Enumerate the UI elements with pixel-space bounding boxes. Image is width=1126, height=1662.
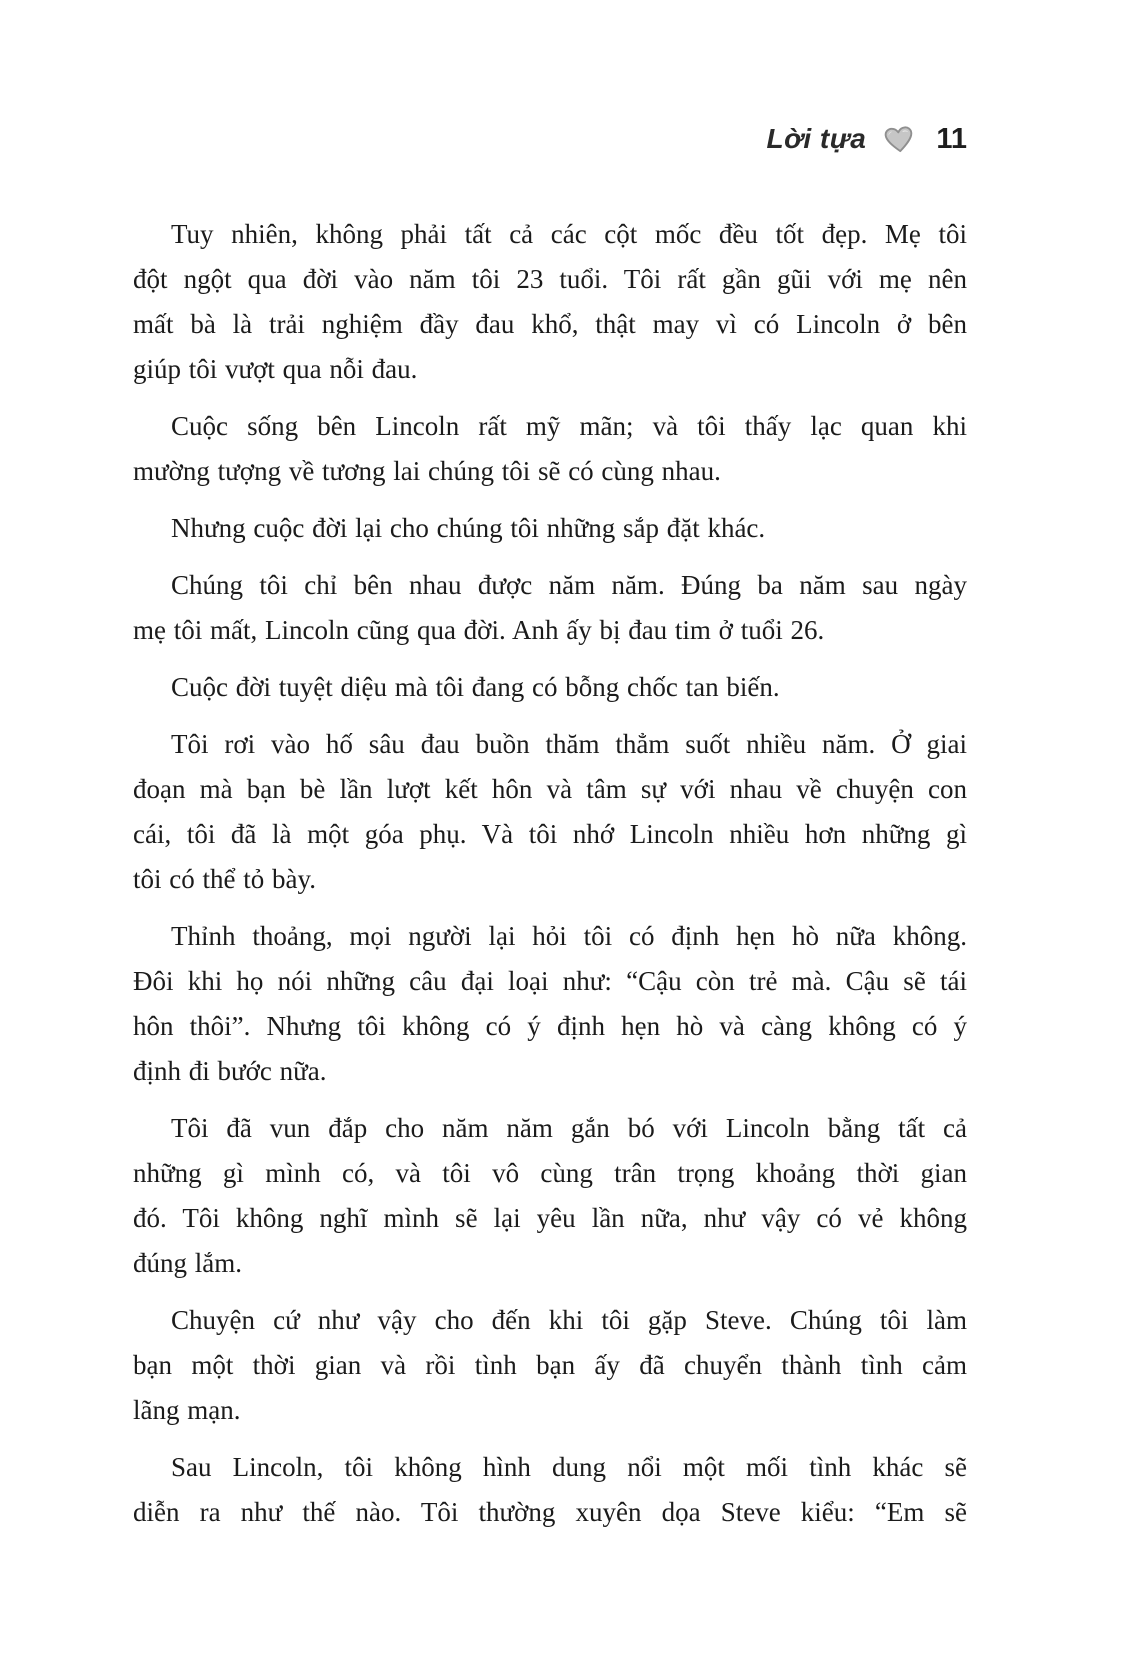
text-line: giúp tôi vượt qua nỗi đau. [133,354,418,384]
text-line: mất bà là trải nghiệm đầy đau khổ, thật may vì có Lincoln ở bên [133,309,967,339]
text-line: đó. Tôi không nghĩ mình sẽ lại yêu lần nữa, như vậy có vẻ không [133,1203,967,1233]
text-line: Cuộc đời tuyệt diệu mà tôi đang có bỗng chốc tan biến. [171,672,780,702]
text-line: tôi có thể tỏ bày. [133,864,316,894]
text-line: bạn một thời gian và rồi tình bạn ấy đã chuyển thành tình cảm [133,1350,967,1380]
page-number: 11 [936,122,967,155]
text-line: Sau Lincoln, tôi không hình dung nổi một mối tình khác sẽ [171,1452,967,1482]
text-line: Tôi đã vun đắp cho năm năm gắn bó với Lincoln bằng tất cả [171,1113,967,1143]
paragraph [133,722,967,902]
text-line: Cuộc sống bên Lincoln rất mỹ mãn; và tôi thấy lạc quan khi [171,411,967,441]
text-line: Đôi khi họ nói những câu đại loại như: “Cậu còn trẻ mà. Cậu sẽ tái [133,966,967,996]
text-line: đoạn mà bạn bè lần lượt kết hôn và tâm sự với nhau về chuyện con [133,774,967,804]
text-line: hôn thôi”. Nhưng tôi không có ý định hẹn hò và càng không có ý [133,1011,967,1041]
paragraph [133,212,967,392]
text-line: đột ngột qua đời vào năm tôi 23 tuổi. Tôi rất gần gũi với mẹ nên [133,264,967,294]
page-content [133,118,967,1547]
text-line: đúng lắm. [133,1248,242,1278]
text-line: Chuyện cứ như vậy cho đến khi tôi gặp Steve. Chúng tôi làm [171,1305,967,1335]
running-header [133,118,967,160]
paragraph [133,1106,967,1286]
text-line: Thỉnh thoảng, mọi người lại hỏi tôi có định hẹn hò nữa không. [171,921,967,951]
text-line: Nhưng cuộc đời lại cho chúng tôi những sắp đặt khác. [171,513,766,543]
heart-icon [883,125,916,156]
paragraph [133,914,967,1094]
text-line: lãng mạn. [133,1395,241,1425]
text-line: mẹ tôi mất, Lincoln cũng qua đời. Anh ấy bị đau tim ở tuổi 26. [133,615,825,645]
paragraph [133,1298,967,1433]
paragraph [133,404,967,494]
paragraph [133,506,967,551]
section-title: Lời tựa [766,123,867,154]
text-line: mường tượng về tương lai chúng tôi sẽ có cùng nhau. [133,456,721,486]
text-line: Chúng tôi chỉ bên nhau được năm năm. Đúng ba năm sau ngày [171,570,967,600]
text-line: cái, tôi đã là một góa phụ. Và tôi nhớ Lincoln nhiều hơn những gì [133,819,967,849]
text-line: Tôi rơi vào hố sâu đau buồn thăm thẳm suốt nhiều năm. Ở giai [171,729,967,759]
text-line: Tuy nhiên, không phải tất cả các cột mốc đều tốt đẹp. Mẹ tôi [171,219,967,249]
paragraph [133,665,967,710]
text-line: những gì mình có, và tôi vô cùng trân trọng khoảng thời gian [133,1158,967,1188]
paragraph [133,1445,967,1535]
paragraph [133,563,967,653]
text-line: định đi bước nữa. [133,1056,327,1086]
text-line: diễn ra như thế nào. Tôi thường xuyên dọa Steve kiểu: “Em sẽ [133,1497,967,1527]
